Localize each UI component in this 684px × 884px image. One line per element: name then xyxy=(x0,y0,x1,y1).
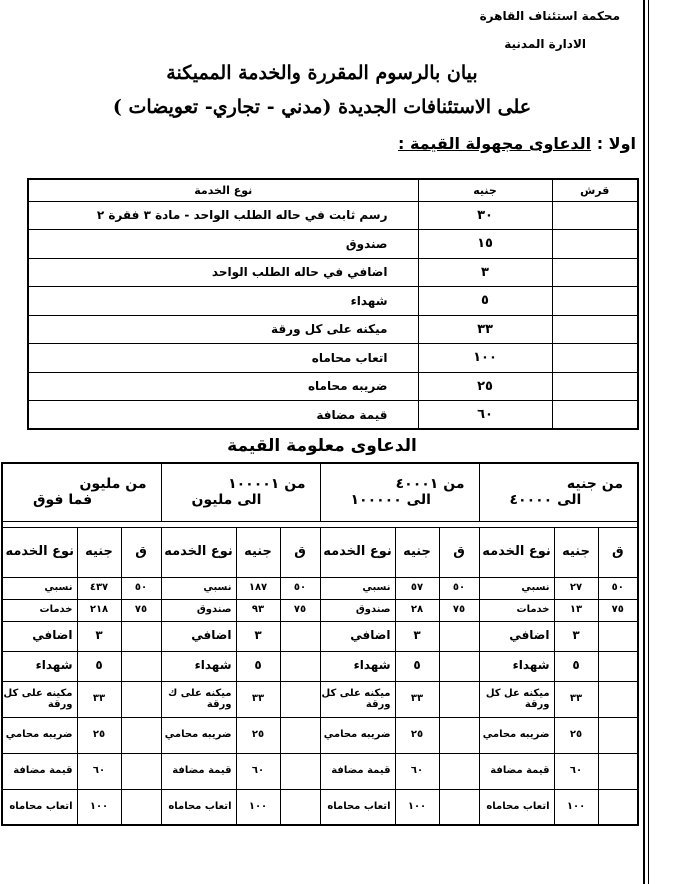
service-cell: ضريبه محامي xyxy=(479,717,554,753)
service-cell: ضريبه محامي xyxy=(161,717,236,753)
service-cell: ميكنه على كل ورقة xyxy=(320,681,395,717)
qirsh-cell xyxy=(552,287,638,316)
pound-cell: ٥ xyxy=(418,287,552,316)
qirsh-cell xyxy=(439,621,479,651)
range-cell xyxy=(2,463,161,521)
service-cell: رسم ثابت في حاله الطلب الواحد - مادة ٣ فقرة ٢ xyxy=(28,201,418,230)
service-cell: اضافي في حاله الطلب الواحد xyxy=(28,258,418,287)
pound-cell: ١٣ xyxy=(554,599,598,621)
qirsh-cell xyxy=(280,651,320,681)
pound-cell: ٢٥ xyxy=(554,717,598,753)
header-pound: جنيه xyxy=(77,527,121,577)
range-to: الى مليون xyxy=(191,492,262,509)
pound-cell: ٥ xyxy=(236,651,280,681)
service-cell: شهداء xyxy=(320,651,395,681)
pound-cell: ٣٣ xyxy=(554,681,598,717)
service-cell: اضافي xyxy=(479,621,554,651)
table-row xyxy=(2,621,638,651)
section-known-value-heading: الدعاوى معلومة القيمة xyxy=(227,436,417,456)
header-qirsh: قرش xyxy=(552,179,638,201)
service-cell: قيمة مضافة xyxy=(161,753,236,789)
service-cell: اتعاب محاماه xyxy=(479,789,554,825)
range-cell xyxy=(479,463,638,521)
pound-cell: ٢٥ xyxy=(77,717,121,753)
service-cell: نسبي xyxy=(161,577,236,599)
service-cell: قيمة مضافة xyxy=(479,753,554,789)
header-qirsh: ق xyxy=(280,527,320,577)
service-cell: صندوق xyxy=(28,230,418,259)
service-cell: قيمة مضافة xyxy=(28,401,418,430)
service-cell: قيمة مضافة xyxy=(320,753,395,789)
header-service: نوع الخدمه xyxy=(479,527,554,577)
service-cell: شهداء xyxy=(28,287,418,316)
service-cell: قيمة مضافة xyxy=(2,753,77,789)
table-row xyxy=(28,230,638,259)
service-cell: اتعاب محاماه xyxy=(161,789,236,825)
pound-cell: ٤٣٧ xyxy=(77,577,121,599)
service-cell: ضريبه محامي xyxy=(2,717,77,753)
pound-cell: ٣ xyxy=(77,621,121,651)
service-cell: نسبي xyxy=(2,577,77,599)
pound-cell: ٦٠ xyxy=(418,401,552,430)
pound-cell: ٥ xyxy=(554,651,598,681)
service-cell: صندوق xyxy=(161,599,236,621)
document-title: بيان بالرسوم المقررة والخدمة المميكنة xyxy=(166,62,478,84)
table-row xyxy=(2,577,638,599)
service-cell: خدمات xyxy=(2,599,77,621)
table-row xyxy=(28,401,638,430)
court-name: محكمة استئناف القاهرة xyxy=(479,9,620,23)
range-from: من مليون xyxy=(79,476,147,493)
service-cell: صندوق xyxy=(320,599,395,621)
pound-cell: ٣٣ xyxy=(77,681,121,717)
service-cell: ميكنه عل كل ورقة xyxy=(479,681,554,717)
table-row xyxy=(28,372,638,401)
pound-cell: ٢٥ xyxy=(236,717,280,753)
header-pound: جنيه xyxy=(554,527,598,577)
service-cell: شهداء xyxy=(2,651,77,681)
table-row xyxy=(2,599,638,621)
pound-cell: ٣٣ xyxy=(418,315,552,344)
range-to: فما فوق xyxy=(33,492,93,509)
table-row xyxy=(28,287,638,316)
table-row xyxy=(2,717,638,753)
qirsh-cell xyxy=(552,344,638,373)
header-service: نوع الخدمة xyxy=(28,179,418,201)
pound-cell: ١٥ xyxy=(418,230,552,259)
pound-cell: ٣ xyxy=(395,621,439,651)
qirsh-cell xyxy=(598,753,638,789)
qirsh-cell: ٧٥ xyxy=(439,599,479,621)
pound-cell: ١٠٠ xyxy=(418,344,552,373)
table-row xyxy=(2,651,638,681)
qirsh-cell: ٥٠ xyxy=(598,577,638,599)
pound-cell: ٣٠ xyxy=(418,201,552,230)
known-value-fees-table xyxy=(1,462,639,826)
service-cell: شهداء xyxy=(161,651,236,681)
qirsh-cell xyxy=(439,753,479,789)
table-row xyxy=(28,344,638,373)
qirsh-cell xyxy=(439,681,479,717)
page-edge-line-inner xyxy=(648,0,649,884)
service-cell: ضريبه محاماه xyxy=(28,372,418,401)
unknown-value-fees-table xyxy=(27,178,639,430)
document-subtitle: على الاستئنافات الجديدة (مدني - تجاري- تعويضات ) xyxy=(112,96,532,118)
service-cell: ضريبه محامي xyxy=(320,717,395,753)
header-service: نوع الخدمه xyxy=(320,527,395,577)
service-cell: شهداء xyxy=(479,651,554,681)
qirsh-cell: ٥٠ xyxy=(121,577,161,599)
service-cell: اتعاب محاماه xyxy=(2,789,77,825)
range-header-row xyxy=(2,463,638,521)
service-cell: نسبي xyxy=(320,577,395,599)
header-qirsh: ق xyxy=(439,527,479,577)
qirsh-cell xyxy=(598,717,638,753)
header-pound: جنيه xyxy=(236,527,280,577)
pound-cell: ٣٣ xyxy=(395,681,439,717)
qirsh-cell: ٧٥ xyxy=(121,599,161,621)
table-row xyxy=(2,789,638,825)
qirsh-cell xyxy=(552,201,638,230)
pound-cell: ٥ xyxy=(77,651,121,681)
range-to: الى ٤٠٠٠٠ xyxy=(509,492,582,509)
section-prefix: اولا : xyxy=(596,134,636,153)
qirsh-cell xyxy=(552,315,638,344)
table-row xyxy=(28,201,638,230)
service-cell: نسبي xyxy=(479,577,554,599)
qirsh-cell xyxy=(121,651,161,681)
department-name: الادارة المدنية xyxy=(504,37,586,51)
pound-cell: ٢٥ xyxy=(395,717,439,753)
service-cell: اتعاب محاماه xyxy=(28,344,418,373)
qirsh-cell xyxy=(121,789,161,825)
pound-cell: ١٠٠ xyxy=(77,789,121,825)
qirsh-cell xyxy=(121,717,161,753)
pound-cell: ٣ xyxy=(554,621,598,651)
qirsh-cell: ٥٠ xyxy=(280,577,320,599)
range-to: الى ١٠٠٠٠٠ xyxy=(350,492,431,509)
range-from: من ٤٠٠٠١ xyxy=(395,476,465,493)
qirsh-cell xyxy=(280,717,320,753)
qirsh-cell xyxy=(439,651,479,681)
pound-cell: ٥ xyxy=(395,651,439,681)
qirsh-cell xyxy=(552,230,638,259)
table-row xyxy=(28,315,638,344)
table-row xyxy=(28,258,638,287)
header-pound: جنيه xyxy=(418,179,552,201)
range-from: من جنيه xyxy=(566,476,624,493)
pound-cell: ١٠٠ xyxy=(554,789,598,825)
header-qirsh: ق xyxy=(121,527,161,577)
qirsh-cell xyxy=(552,372,638,401)
pound-cell: ٦٠ xyxy=(236,753,280,789)
pound-cell: ١٠٠ xyxy=(395,789,439,825)
qirsh-cell xyxy=(121,681,161,717)
pound-cell: ٢٧ xyxy=(554,577,598,599)
service-cell: اتعاب محاماه xyxy=(320,789,395,825)
qirsh-cell xyxy=(121,753,161,789)
qirsh-cell xyxy=(598,681,638,717)
service-cell: ميكنه على ك ورقة xyxy=(161,681,236,717)
qirsh-cell xyxy=(280,621,320,651)
qirsh-cell xyxy=(280,681,320,717)
pound-cell: ١٨٧ xyxy=(236,577,280,599)
service-cell: اضافي xyxy=(320,621,395,651)
qirsh-cell xyxy=(598,789,638,825)
qirsh-cell xyxy=(280,789,320,825)
service-cell: مكينه على كل ورقة xyxy=(2,681,77,717)
pound-cell: ٢١٨ xyxy=(77,599,121,621)
header-service: نوع الخدمه xyxy=(161,527,236,577)
pound-cell: ٥٧ xyxy=(395,577,439,599)
qirsh-cell xyxy=(439,717,479,753)
table-row xyxy=(2,753,638,789)
qirsh-cell xyxy=(598,651,638,681)
pound-cell: ٣ xyxy=(236,621,280,651)
pound-cell: ٩٣ xyxy=(236,599,280,621)
header-pound: جنيه xyxy=(395,527,439,577)
qirsh-cell: ٥٠ xyxy=(439,577,479,599)
pound-cell: ٢٨ xyxy=(395,599,439,621)
qirsh-cell: ٧٥ xyxy=(280,599,320,621)
table-row xyxy=(2,681,638,717)
qirsh-cell xyxy=(280,753,320,789)
pound-cell: ٣ xyxy=(418,258,552,287)
range-from: من ١٠٠٠٠١ xyxy=(228,476,306,493)
section-label: الدعاوى مجهولة القيمة : xyxy=(398,134,592,153)
range-cell xyxy=(320,463,479,521)
service-cell: خدمات xyxy=(479,599,554,621)
qirsh-cell xyxy=(552,401,638,430)
qirsh-cell xyxy=(598,621,638,651)
table-header-row xyxy=(28,179,638,201)
service-cell: اضافي xyxy=(161,621,236,651)
pound-cell: ٦٠ xyxy=(77,753,121,789)
range-cell xyxy=(161,463,320,521)
service-cell: اضافي xyxy=(2,621,77,651)
header-qirsh: ق xyxy=(598,527,638,577)
qirsh-cell: ٧٥ xyxy=(598,599,638,621)
pound-cell: ٣٣ xyxy=(236,681,280,717)
pound-cell: ٦٠ xyxy=(395,753,439,789)
qirsh-cell xyxy=(439,789,479,825)
pound-cell: ٢٥ xyxy=(418,372,552,401)
section-unknown-value-heading xyxy=(398,134,636,153)
service-cell: ميكنه على كل ورقة xyxy=(28,315,418,344)
column-header-row xyxy=(2,527,638,577)
qirsh-cell xyxy=(552,258,638,287)
pound-cell: ١٠٠ xyxy=(236,789,280,825)
header-service: نوع الخدمه xyxy=(2,527,77,577)
pound-cell: ٦٠ xyxy=(554,753,598,789)
qirsh-cell xyxy=(121,621,161,651)
